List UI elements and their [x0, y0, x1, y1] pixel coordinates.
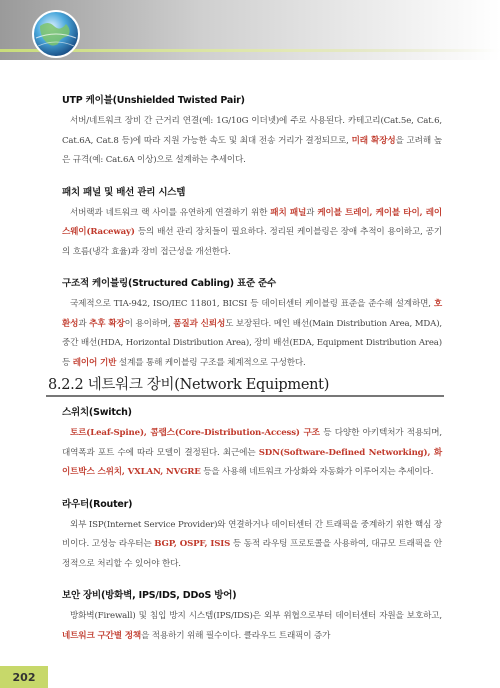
chapter-rule	[46, 395, 444, 397]
body-text: 국제적으로 TIA-942, ISO/IEC 11801, BICSI 등 데이터센터 케이블링 표준을 준수해 설계하면,	[70, 299, 434, 309]
section-title: 패치 패널 및 배선 관리 시스템	[62, 186, 186, 198]
body-text: 등을 사용해 네트워크 가상화와 자동화가 이루어지는 추세이다.	[200, 467, 434, 477]
section-body	[62, 112, 442, 171]
body-text: 외부 ISP(Internet Service Provider)와 연결하거나 데이터센터 간 트래픽을 중계하기 위한 핵심 장비이다. 고성능 라우터는	[62, 519, 442, 549]
chapter-heading: 8.2.2 네트워크 장비(Network Equipment)	[48, 377, 330, 393]
section-gap	[62, 171, 442, 184]
section-body	[62, 204, 442, 263]
content-top	[62, 92, 442, 373]
highlight-text: 호환성	[62, 299, 442, 329]
highlight-text: 추후 확장	[89, 318, 125, 329]
body-text: 이 용이하며,	[124, 318, 174, 329]
section-title: 라우터(Router)	[62, 498, 133, 510]
section-title: UTP 케이블(Unshielded Twisted Pair)	[62, 95, 245, 106]
highlight-text: 토르(Leaf-Spine), 콤랩스(Core-Distribution-Access) 구조	[70, 428, 320, 438]
section-body	[62, 295, 442, 373]
section-gap	[62, 574, 442, 587]
body-text: 과	[78, 318, 90, 329]
globe-icon	[30, 8, 82, 60]
body-text: 서버랙과 네트워크 랙 사이를 유연하게 연결하기 위한	[70, 207, 271, 218]
section-body	[62, 607, 442, 646]
body-text: 등의 배선 관리 장치들이 필요하다. 정리된 케이블링은 장애 추적이 용이하고, 공기의 흐름(냉각 효율)과 장비 접근성을 개선한다.	[62, 227, 442, 257]
highlight-text: 품질과 신뢰성	[173, 318, 226, 329]
highlight-text: BGP, OSPF, ISIS	[154, 539, 231, 549]
highlight-text: 패치 패널	[270, 207, 307, 218]
page-number: 202	[0, 666, 48, 688]
content-bottom	[62, 404, 442, 646]
body-text: 방화벽(Firewall) 및 침입 방지 시스템(IPS/IDS)은 외부 위협으로부터 데이터센터 자원을 보호하고,	[70, 611, 442, 621]
section-title: 보안 장비(방화벽, IPS/IDS, DDoS 방어)	[62, 590, 237, 601]
section-body	[62, 516, 442, 575]
body-text: 을 고려해 높은 규격(예: Cat.6A 이상)으로 설계하는 추세이다.	[62, 135, 442, 165]
body-text: 등 동적 라우팅 프로토콜을 사용하여, 대규모 트래픽을 안정적으로 처리할 수 있어야 한다.	[62, 539, 442, 569]
section-title: 구조적 케이블링(Structured Cabling) 표준 준수	[62, 278, 277, 289]
highlight-text: 케이블 트레이, 케이블 타이, 레이스웨이(Raceway)	[62, 207, 442, 237]
highlight-text: SDN(Software-Defined Networking), 화이트박스 스위치, VXLAN, NVGRE	[62, 447, 442, 477]
section-title: 스위치(Switch)	[62, 407, 132, 418]
highlight-text: 네트워크 구간별 정책	[62, 630, 142, 641]
body-text: 서버/네트워크 장비 간 근거리 연결(예: 1G/10G 이더넷)에 주로 사용된다. 카테고리(Cat.5e, Cat.6, Cat.6A, Cat.8 등)에 따라 지원 가능한 속도 및 최대 전송 거리가 결정되므로,	[62, 116, 442, 146]
body-text: 도 보장된다. 메인 배선(Main Distribution Area, MDA), 중간 배선(HDA, Horizontal Distribution Area), 장비 배선(EDA, Equipment Distribution Area) 등	[62, 318, 442, 368]
body-text: 과	[306, 207, 318, 218]
body-text: 설계를 통해 케이블링 구조를 체계적으로 구성한다.	[116, 357, 306, 368]
body-text: 등 다양한 아키텍처가 적용되며, 대역폭과 포트 수에 따라 모델이 결정된다. 최근에는	[62, 428, 442, 458]
section-gap	[62, 262, 442, 275]
highlight-text: 레이어 기반	[72, 357, 117, 368]
highlight-text: 미래 확장성	[351, 135, 396, 146]
body-text: 을 적용하기 위해 필수이다. 클라우드 트래픽이 증가	[141, 630, 331, 641]
section-gap	[62, 483, 442, 496]
section-body	[62, 424, 442, 483]
